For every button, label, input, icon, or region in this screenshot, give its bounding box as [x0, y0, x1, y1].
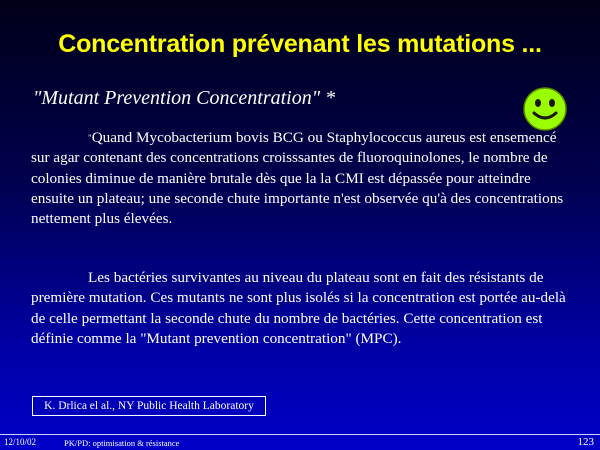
smiley-face-icon	[522, 86, 568, 132]
slide-title: Concentration prévenant les mutations ...	[58, 30, 542, 58]
paragraph-2-text: Les bactéries survivantes au niveau du plateau sont en fait des résistants de première mutation. Ces mutants ne sont plus isolés si la concentration est portée au-delà de celle permettant la seconde chute du nombre de bactéries. Cette concentration est définie comme la "Mutant prevention concentration" (MPC).	[31, 269, 566, 347]
footer-date: 12/10/02	[4, 437, 37, 447]
paragraph-1-text: Quand Mycobacterium bovis BCG ou Staphylococcus aureus est ensemencé sur agar contenant des concentrations croisssantes de fluoroquinolones, le nombre de colonies diminue de manière brutale dès que la la CMI est dépassée pour atteindre ensuite un plateau; une seconde chute importante n'est observée qu'à des concentrations nettement plus élevées.	[31, 129, 564, 228]
paragraph-2	[31, 268, 571, 349]
reference-box: K. Drlica el al., NY Public Health Laboratory	[32, 396, 266, 416]
footer-text: PK/PD: optimisation & résistance	[64, 438, 180, 448]
footer-divider	[0, 434, 600, 435]
slide-subtitle: "Mutant Prevention Concentration" *	[33, 87, 336, 109]
page-number: 123	[577, 436, 594, 448]
quote-mark: "	[88, 133, 92, 143]
paragraph-1	[31, 128, 571, 229]
